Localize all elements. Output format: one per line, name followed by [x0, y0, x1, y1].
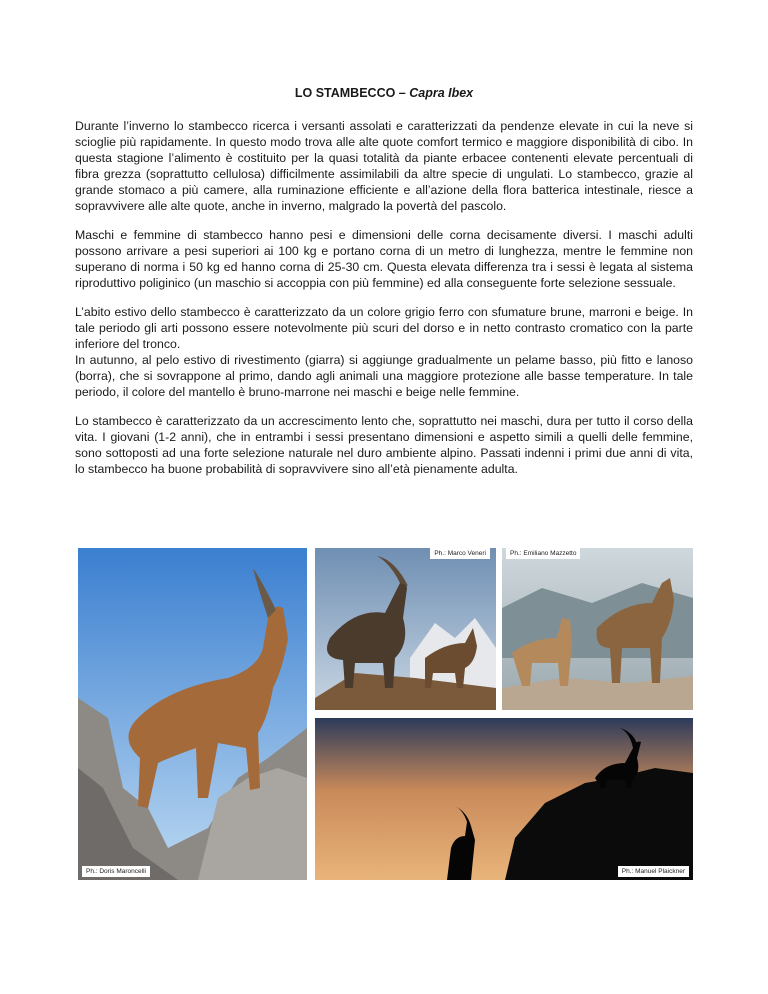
- paragraph-winter: Durante l’inverno lo stambecco ricerca i versanti assolati e caratterizzati da pendenze elevate in cui la neve si scioglie più rapidamente. In questo modo trova alle alte quote comfort termico e maggiore disponibilità di cibo. In questa stagione l’alimento è costituito per la quasi totalità da piante erbacee contenenti elevate percentuali di fibra grezza (soprattutto cellulosa) difficilmente assimilabili da altre specie di ungulati. Lo stambecco, grazie al grande stomaco a più camere, alla ruminazione efficiente e all’azione della flora batterica intestinale, riesce a sopravvivere alle alte quote, anche in inverno, malgrado la povertà del pascolo.: [75, 119, 693, 213]
- paragraph-growth: Lo stambecco è caratterizzato da un accrescimento lento che, soprattutto nei maschi, dura per tutto il corso della vita. I giovani (1-2 anni), che in entrambi i sessi presentano dimensioni e aspetto simili a quelli delle femmine, sono sottoposti ad una forte selezione naturale nel duro ambiente alpino. Passati indenni i primi due anni di vita, lo stambecco ha buone probabilità di sopravvivere sino all’età pienamente adulta.: [75, 414, 693, 476]
- photo-credit-top-middle: Ph.: Marco Veneri: [430, 548, 490, 559]
- photo-ibex-silhouettes-sunset: [315, 718, 693, 880]
- photo-credit-top-right: Ph.: Emiliano Mazzetto: [506, 548, 580, 559]
- paragraph-summer-coat: L’abito estivo dello stambecco è caratterizzato da un colore grigio ferro con sfumature brune, marroni e beige. In tale periodo gli arti possono essere notevolmente più scuri del dorso e in netto contrasto cromatico con la parte inferiore del tronco.: [75, 305, 693, 351]
- title-main: LO STAMBECCO –: [294, 86, 410, 100]
- photo-collage: [78, 548, 693, 880]
- document-title: [0, 86, 768, 100]
- photo-ibex-on-rocks: [78, 548, 307, 880]
- title-italic: Capra Ibex: [409, 86, 474, 100]
- photo-ibex-with-young: [502, 548, 693, 710]
- document-body: [75, 118, 693, 490]
- paragraph-dimorphism: Maschi e femmine di stambecco hanno pesi e dimensioni delle corna decisamente diversi. I maschi adulti possono arrivare a pesi superiori ai 100 kg e portano corna di un metro di lunghezza, mentre le femmine non superano di norma i 50 kg ed hanno corna di 25-30 cm. Questa elevata differenza tra i sessi è legata al sistema riproduttivo poliginico (un maschio si accoppia con più femmine) ed alla conseguente forte selezione sessuale.: [75, 228, 693, 290]
- photo-two-ibex-mountain: [315, 548, 496, 710]
- photo-credit-left: Ph.: Doris Maroncelli: [82, 866, 150, 877]
- paragraph-autumn-coat: In autunno, al pelo estivo di rivestimento (giarra) si aggiunge gradualmente un pelame basso, più fitto e lanoso (borra), che si sovrappone al primo, dando agli animali una maggiore protezione alle basse temperature. In tale periodo, il colore del mantello è bruno-marrone nei maschi e beige nelle femmine.: [75, 353, 693, 399]
- photo-credit-bottom: Ph.: Manuel Plaickner: [618, 866, 689, 877]
